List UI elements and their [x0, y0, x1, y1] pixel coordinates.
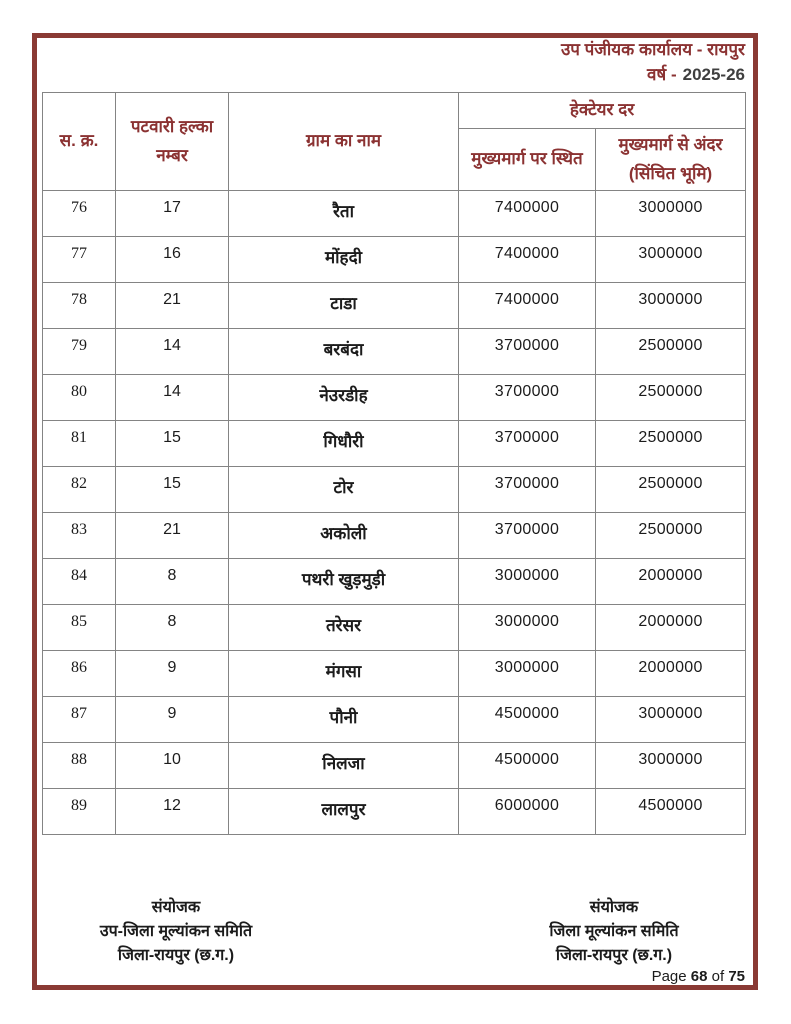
footer-sub-district-committee — [46, 896, 306, 968]
year-label: वर्ष - — [646, 65, 677, 84]
halka-number-cell: 21 — [116, 283, 229, 329]
col-header-halka-number: पटवारी हल्का नम्बर — [116, 93, 229, 191]
serial-number-cell: 82 — [43, 467, 116, 513]
village-name-cell: टोर — [229, 467, 459, 513]
rate-inner-cell: 2000000 — [596, 559, 746, 605]
convener-label: संयोजक — [151, 899, 201, 916]
rate-main-road-cell: 3700000 — [459, 329, 596, 375]
rate-main-road-cell: 3000000 — [459, 651, 596, 697]
halka-number-cell: 8 — [116, 605, 229, 651]
serial-number-cell: 84 — [43, 559, 116, 605]
rate-main-road-cell: 4500000 — [459, 697, 596, 743]
year-line — [561, 62, 745, 87]
rate-inner-cell: 2000000 — [596, 605, 746, 651]
serial-number-cell: 81 — [43, 421, 116, 467]
table-row — [43, 375, 746, 421]
col-header-village-name: ग्राम का नाम — [229, 93, 459, 191]
halka-number-cell: 12 — [116, 789, 229, 835]
table-row — [43, 513, 746, 559]
halka-number-cell: 10 — [116, 743, 229, 789]
serial-number-cell: 79 — [43, 329, 116, 375]
hectare-rates-table — [42, 92, 746, 835]
rate-inner-cell: 3000000 — [596, 697, 746, 743]
village-name-cell: नेउरडीह — [229, 375, 459, 421]
table-row — [43, 283, 746, 329]
serial-number-cell: 89 — [43, 789, 116, 835]
rate-inner-cell: 2000000 — [596, 651, 746, 697]
halka-number-cell: 14 — [116, 375, 229, 421]
table-row — [43, 697, 746, 743]
halka-number-cell: 21 — [116, 513, 229, 559]
col-header-rate-main-road: मुख्यमार्ग पर स्थित — [459, 129, 596, 191]
rate-main-road-cell: 6000000 — [459, 789, 596, 835]
table-row — [43, 421, 746, 467]
halka-number-cell: 15 — [116, 421, 229, 467]
table-row — [43, 789, 746, 835]
rate-inner-cell: 2500000 — [596, 467, 746, 513]
district-name: जिला-रायपुर (छ.ग.) — [555, 947, 673, 964]
district-name: जिला-रायपुर (छ.ग.) — [117, 947, 235, 964]
table-row — [43, 743, 746, 789]
rate-main-road-cell: 3700000 — [459, 467, 596, 513]
committee-name: जिला मूल्यांकन समिति — [549, 923, 679, 940]
serial-number-cell: 80 — [43, 375, 116, 421]
page-current: 68 — [690, 968, 708, 985]
village-name-cell: लालपुर — [229, 789, 459, 835]
page-number-indicator — [652, 968, 745, 985]
col-header-rate-inner-irrigated: मुख्यमार्ग से अंदर (सिंचित भूमि) — [596, 129, 746, 191]
village-name-cell: बरबंदा — [229, 329, 459, 375]
rate-main-road-cell: 3700000 — [459, 513, 596, 559]
village-name-cell: गिधौरी — [229, 421, 459, 467]
halka-number-cell: 15 — [116, 467, 229, 513]
page-of-label: of — [707, 968, 729, 985]
footer-district-committee — [484, 896, 744, 968]
serial-number-cell: 87 — [43, 697, 116, 743]
committee-name: उप-जिला मूल्यांकन समिति — [99, 923, 253, 940]
rate-inner-cell: 2500000 — [596, 513, 746, 559]
rate-inner-cell: 3000000 — [596, 283, 746, 329]
rate-main-road-cell: 7400000 — [459, 191, 596, 237]
rate-main-road-cell: 3700000 — [459, 421, 596, 467]
table-row — [43, 237, 746, 283]
rate-inner-cell: 4500000 — [596, 789, 746, 835]
rate-inner-cell: 2500000 — [596, 421, 746, 467]
serial-number-cell: 86 — [43, 651, 116, 697]
rate-main-road-cell: 7400000 — [459, 237, 596, 283]
table-row — [43, 605, 746, 651]
village-name-cell: मंगसा — [229, 651, 459, 697]
table-row — [43, 559, 746, 605]
page-label: Page — [651, 968, 691, 985]
serial-number-cell: 77 — [43, 237, 116, 283]
rate-inner-cell: 3000000 — [596, 191, 746, 237]
halka-number-cell: 14 — [116, 329, 229, 375]
serial-number-cell: 76 — [43, 191, 116, 237]
halka-number-cell: 9 — [116, 651, 229, 697]
village-name-cell: पौनी — [229, 697, 459, 743]
village-name-cell: निलजा — [229, 743, 459, 789]
table-row — [43, 191, 746, 237]
village-name-cell: रैता — [229, 191, 459, 237]
halka-number-cell: 9 — [116, 697, 229, 743]
halka-number-cell: 8 — [116, 559, 229, 605]
village-name-cell: टाडा — [229, 283, 459, 329]
serial-number-cell: 78 — [43, 283, 116, 329]
village-name-cell: अकोली — [229, 513, 459, 559]
rate-inner-cell: 3000000 — [596, 743, 746, 789]
serial-number-cell: 85 — [43, 605, 116, 651]
table-row — [43, 467, 746, 513]
rate-main-road-cell: 3000000 — [459, 605, 596, 651]
col-header-serial: स. क्र. — [43, 93, 116, 191]
year-value: 2025-26 — [682, 65, 745, 84]
village-name-cell: तरेसर — [229, 605, 459, 651]
col-header-rate-group: हेक्टेयर दर — [459, 93, 746, 129]
village-name-cell: पथरी खुड़मुड़ी — [229, 559, 459, 605]
village-name-cell: मोंहदी — [229, 237, 459, 283]
convener-label: संयोजक — [589, 899, 639, 916]
rate-inner-cell: 2500000 — [596, 375, 746, 421]
halka-number-cell: 17 — [116, 191, 229, 237]
serial-number-cell: 83 — [43, 513, 116, 559]
table-row — [43, 329, 746, 375]
rate-main-road-cell: 4500000 — [459, 743, 596, 789]
document-header — [561, 37, 745, 87]
rate-main-road-cell: 3700000 — [459, 375, 596, 421]
table-row — [43, 651, 746, 697]
halka-number-cell: 16 — [116, 237, 229, 283]
rate-main-road-cell: 7400000 — [459, 283, 596, 329]
rate-main-road-cell: 3000000 — [459, 559, 596, 605]
rate-inner-cell: 3000000 — [596, 237, 746, 283]
office-title: उप पंजीयक कार्यालय - रायपुर — [560, 40, 745, 59]
rate-inner-cell: 2500000 — [596, 329, 746, 375]
serial-number-cell: 88 — [43, 743, 116, 789]
page-total: 75 — [728, 968, 745, 985]
